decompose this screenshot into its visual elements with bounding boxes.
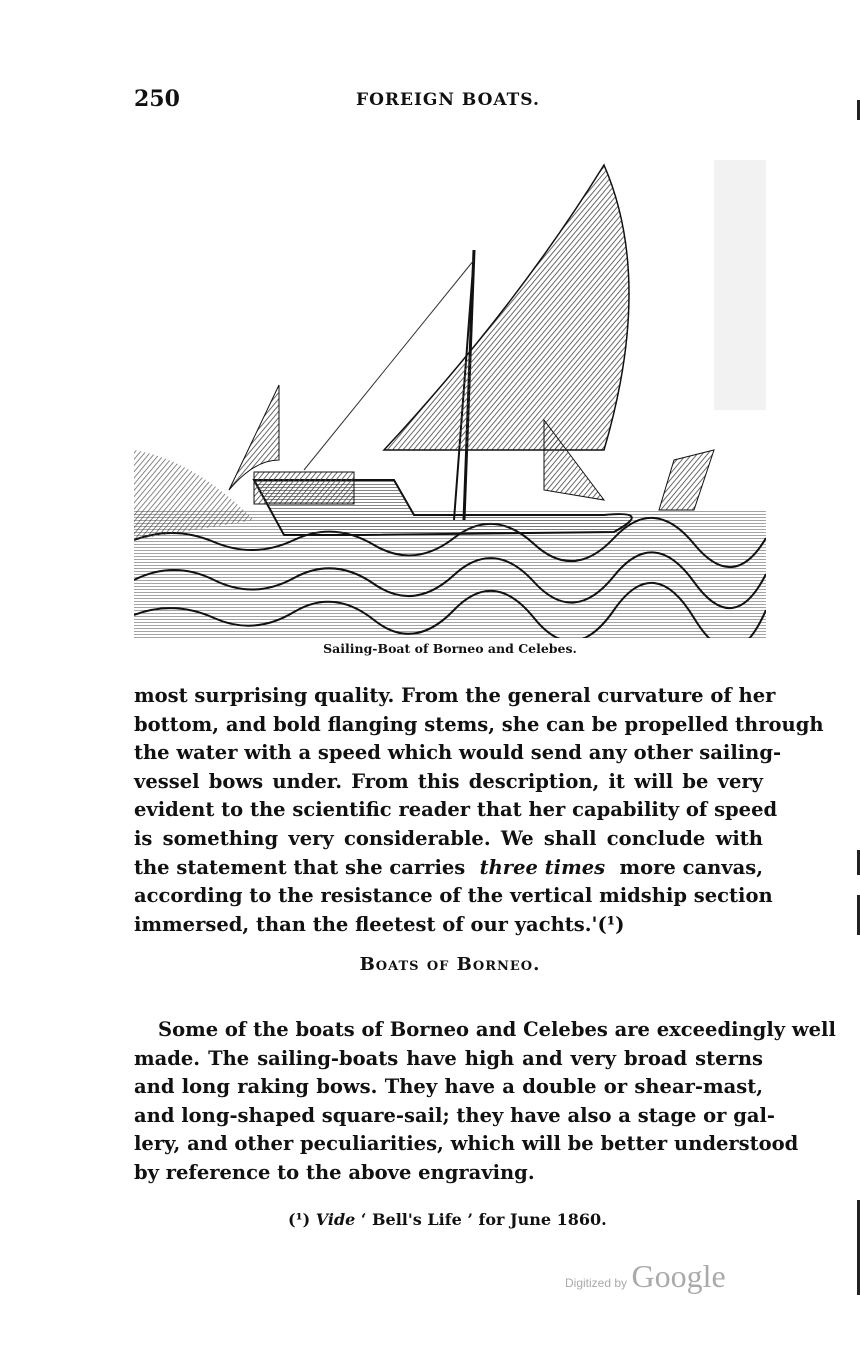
text-line: most surprising quality. From the general curvature of her (134, 684, 776, 707)
footnote-italic: Vide (315, 1210, 356, 1229)
italic-emphasis: three times (479, 855, 606, 879)
figure-caption: Sailing-Boat of Borneo and Celebes. (323, 641, 577, 656)
text-line: lery, and other peculiarities, which will be better understood (134, 1132, 799, 1156)
text-line: by reference to the above engraving. (134, 1160, 535, 1184)
google-logo: Google (631, 1258, 726, 1294)
footnote-text: ‘ Bell's Life ’ for June 1860. (355, 1210, 607, 1229)
section-heading: Boats of Borneo. (359, 954, 541, 975)
text-line: bottom, and bold flanging stems, she can be propelled through (134, 712, 824, 736)
digitized-watermark (565, 1258, 726, 1295)
text-line: evident to the scientific reader that her capability of speed (134, 798, 778, 822)
text-line: Some of the boats of Borneo and Celebes are exceedingly well (158, 1018, 836, 1041)
text-line: according to the resistance of the vertical midship section (134, 884, 773, 908)
text-line: immersed, than the fleetest of our yachts.'(¹) (134, 912, 625, 936)
text-line: and long raking bows. They have a double or shear-mast, (134, 1075, 763, 1099)
paragraph-1 (134, 682, 824, 939)
footnote (288, 1210, 607, 1229)
text-segment: more canvas, (612, 855, 763, 879)
paragraph-2 (134, 1016, 836, 1188)
text-line: made. The sailing-boats have high and very broad sterns (134, 1046, 763, 1070)
watermark-prefix: Digitized by (565, 1276, 628, 1290)
text-line: is something very considerable. We shall conclude with (134, 826, 763, 850)
page-number: 250 (134, 86, 180, 112)
text-line: vessel bows under. From this description, it will be very (134, 769, 763, 793)
text-line: and long-shaped square-sail; they have also a stage or gal- (134, 1103, 776, 1127)
text-line (134, 854, 763, 883)
running-title: FOREIGN BOATS. (356, 90, 540, 110)
text-line: the water with a speed which would send any other sailing- (134, 741, 782, 765)
footnote-marker: (¹) (288, 1210, 311, 1229)
text-segment: the statement that she carries (134, 855, 473, 879)
sailing-boat-engraving (134, 160, 766, 638)
